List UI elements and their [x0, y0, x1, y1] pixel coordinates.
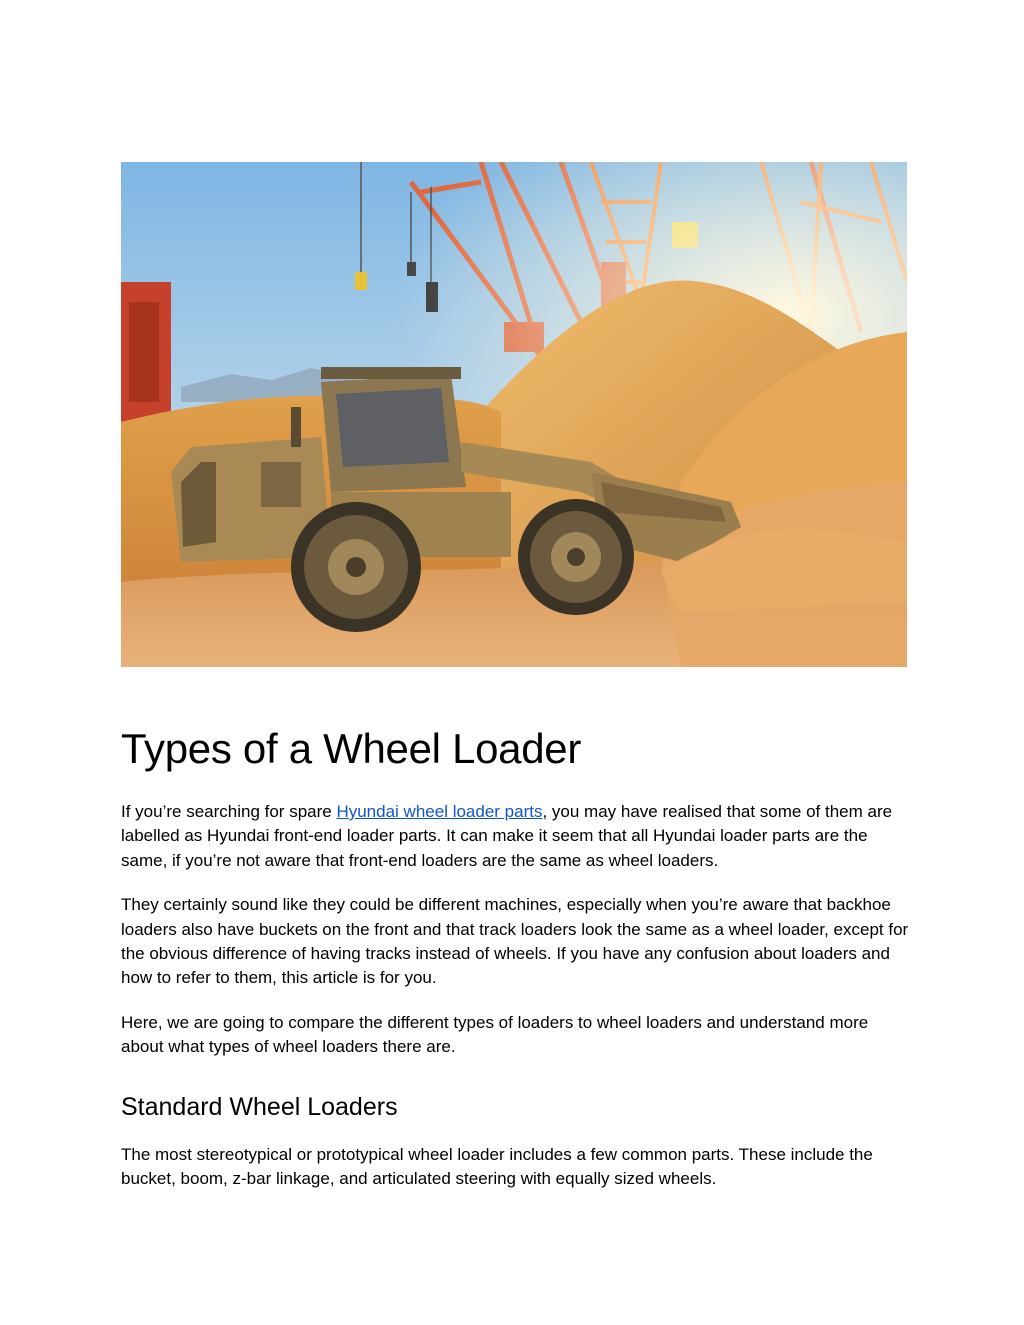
page-title: Types of a Wheel Loader [121, 725, 582, 772]
intro-text-after-link: , you may have realised that some of them are labelled as Hyundai front-end loader parts. It can make it seem that all Hyundai loader parts are the same, if you’re not aware that front-end loaders are the same as wheel loaders. [121, 802, 893, 870]
intro-text-before-link: If you’re searching for spare [121, 802, 337, 821]
hero-image [121, 162, 907, 667]
paragraph-loaders-confusion: They certainly sound like they could be different machines, especially when you’re aware that backhoe loaders also have buckets on the front and that track loaders look the same as a wheel loader, except for the obvious difference of having tracks instead of wheels. If you have any confusion about loaders and how to refer to them, this article is for you. [121, 895, 909, 988]
wheel-loader-photo [121, 162, 907, 667]
section-heading: Standard Wheel Loaders [121, 1092, 398, 1121]
hyundai-parts-link[interactable]: Hyundai wheel loader parts [336, 802, 543, 821]
paragraph-standard-loaders: The most stereotypical or prototypical wheel loader includes a few common parts. These include the bucket, boom, z-bar linkage, and articulated steering with equally sized wheels. [121, 1144, 873, 1189]
intro-paragraph [121, 800, 911, 873]
article-body [121, 720, 911, 1191]
paragraph-comparison: Here, we are going to compare the different types of loaders to wheel loaders and understand more about what types of wheel loaders there are. [121, 1012, 869, 1057]
